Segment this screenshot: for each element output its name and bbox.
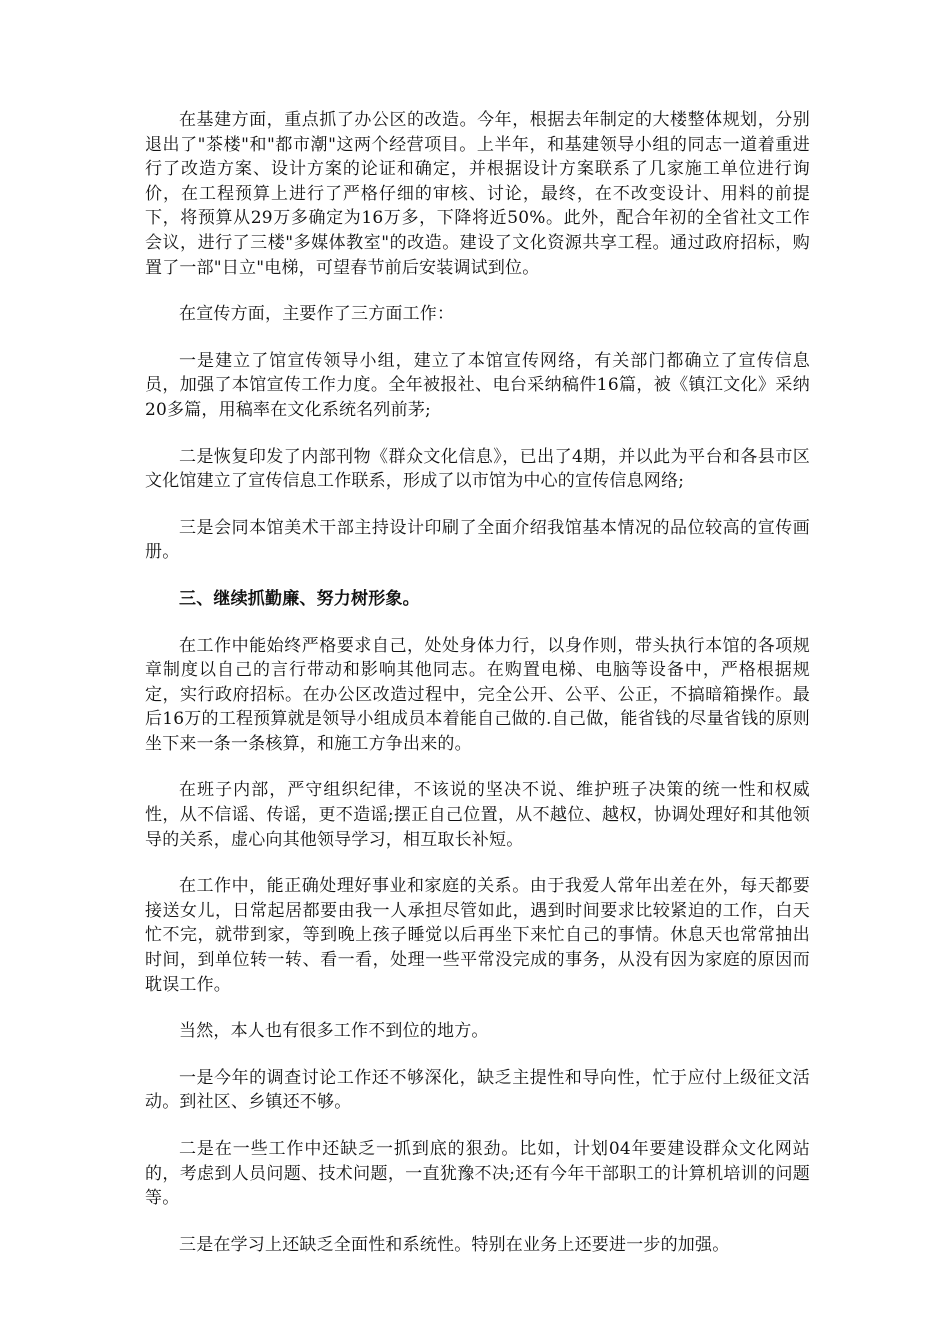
paragraph-shortcomings-intro: 当然，本人也有很多工作不到位的地方。 — [179, 1021, 489, 1042]
paragraph-publicity-item-1: 一是建立了馆宣传领导小组，建立了本馆宣传网络，有关部门都确立了宣传信息员，加强了本馆宣传工作力度。全年被报社、电台采纳稿件16篇，被《镇江文化》采纳20多篇，用稿率在文化系统名列前茅; — [145, 350, 810, 420]
paragraph-shortcoming-2: 二是在一些工作中还缺乏一抓到底的狠劲。比如，计划04年要建设群众文化网站的，考虑到人员问题、技术问题，一直犹豫不决;还有今年干部职工的计算机培训的问题等。 — [145, 1139, 810, 1209]
paragraph-shortcoming-1: 一是今年的调查讨论工作还不够深化，缺乏主提性和导向性，忙于应付上级征文活动。到社区、乡镇还不够。 — [145, 1067, 810, 1113]
paragraph-work-family: 在工作中，能正确处理好事业和家庭的关系。由于我爱人常年出差在外，每天都要接送女儿，日常起居都要由我一人承担尽管如此，遇到时间要求比较紧迫的工作，白天忙不完，就带到家，等到晚上孩子睡觉以后再坐下来忙自己的事情。休息天也常常抽出时间，到单位转一转、看一看，处理一些平常没完成的事务，从没有因为家庭的原因而耽误工作。 — [145, 876, 810, 995]
paragraph-team-unity: 在班子内部，严守组织纪律，不该说的坚决不说、维护班子决策的统一性和权威性，从不信谣、传谣，更不造谣;摆正自己位置，从不越位、越权，协调处理好和其他领导的关系，虚心向其他领导学习，相互取长补短。 — [145, 780, 810, 850]
paragraph-publicity-item-3: 三是会同本馆美术干部主持设计印刷了全面介绍我馆基本情况的品位较高的宣传画册。 — [145, 517, 810, 563]
section-heading-diligence: 三、继续抓勤廉、努力树形象。 — [179, 588, 420, 609]
paragraph-publicity-item-2: 二是恢复印发了内部刊物《群众文化信息》，已出了4期，并以此为平台和各县市区文化馆建立了宣传信息工作联系，形成了以市馆为中心的宣传信息网络; — [145, 446, 810, 492]
paragraph-infrastructure: 在基建方面，重点抓了办公区的改造。今年，根据去年制定的大楼整体规划，分别退出了"茶楼"和"都市潮"这两个经营项目。上半年，和基建领导小组的同志一道着重进行了改造方案、设计方案的论证和确定，并根据设计方案联系了几家施工单位进行询价，在工程预算上进行了严格仔细的审核、讨论，最终，在不改变设计、用料的前提下，将预算从29万多确定为16万多，下降将近50%。此外，配合年初的全省社文工作会议，进行了三楼"多媒体教室"的改造。建设了文化资源共享工程。通过政府招标，购置了一部"日立"电梯，可望春节前后安装调试到位。 — [145, 110, 810, 278]
paragraph-publicity-intro: 在宣传方面，主要作了三方面工作： — [179, 304, 455, 325]
paragraph-shortcoming-3: 三是在学习上还缺乏全面性和系统性。特别在业务上还要进一步的加强。 — [179, 1234, 730, 1255]
document-body — [145, 108, 810, 1279]
paragraph-self-discipline: 在工作中能始终严格要求自己，处处身体力行，以身作则，带头执行本馆的各项规章制度以自己的言行带动和影响其他同志。在购置电梯、电脑等设备中，严格根据规定，实行政府招标。在办公区改造过程中，完全公开、公平、公正，不搞暗箱操作。最后16万的工程预算就是领导小组成员本着能自己做的.自己做，能省钱的尽量省钱的原则坐下来一条一条核算，和施工方争出来的。 — [145, 635, 810, 754]
